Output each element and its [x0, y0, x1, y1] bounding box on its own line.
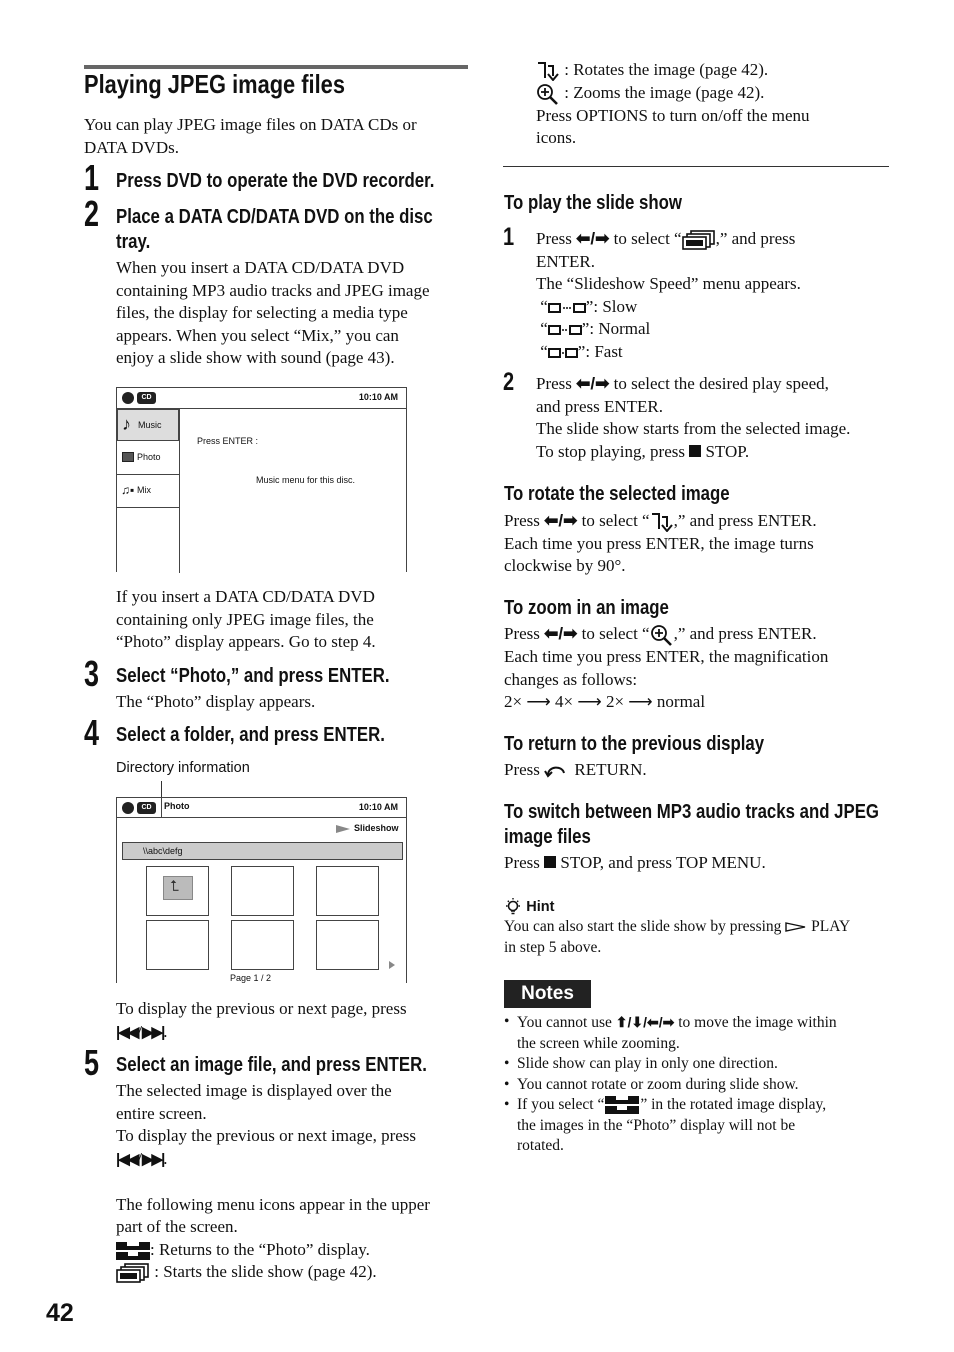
- left-right-arrows-icon: ⬅/➡: [576, 374, 610, 393]
- zoom-icon: [650, 624, 674, 646]
- return-heading: To return to the previous display: [504, 733, 765, 755]
- slideshow-step-1-number: 1: [503, 223, 515, 251]
- speed-slow-icon: [548, 302, 586, 314]
- return-icon: [544, 763, 570, 779]
- step-3-number: 3: [84, 653, 100, 694]
- cd-badge: CD: [137, 802, 156, 814]
- rotate-heading: To rotate the selected image: [504, 483, 730, 505]
- slideshow-label[interactable]: Slideshow: [354, 823, 399, 833]
- step-2-heading: Place a DATA CD/DATA DVD on the disc tray.: [116, 206, 433, 253]
- thumbnail[interactable]: [231, 866, 294, 916]
- list-item: • If you select “ ” in the rotated image display, the images in the “Photo” display will not be rotated.: [504, 1096, 827, 1154]
- left-right-arrows-icon: ⬅/➡: [576, 229, 610, 248]
- step-2-after: If you insert a DATA CD/DATA DVD containing only JPEG image files, the “Photo” display appears. Go to step 4.: [116, 587, 376, 651]
- play-icon: [336, 825, 350, 833]
- photo-grid-icon: [604, 1096, 640, 1114]
- list-item: • You cannot use ⬆/⬇/⬅/➡ to move the image within the screen while zooming.: [504, 1013, 837, 1052]
- step-2-body: When you insert a DATA CD/DATA DVD containing MP3 audio tracks and JPEG image files, the display for selecting a media type appears. When you select “Mix,” you can enjoy a slide show with sound (page 43).: [116, 258, 430, 367]
- direction-arrows-icon: ⬆/⬇/⬅/➡: [615, 1014, 675, 1030]
- menu-item-mix[interactable]: ♫▪ Mix: [121, 483, 151, 497]
- next-icon: ▶▶|: [142, 1150, 164, 1168]
- slideshow-step-2: Press ⬅/➡ to select the desired play speed, and press ENTER. The slide show starts from the selected image. To stop playing, press STOP.: [536, 374, 851, 461]
- step-3-body: The “Photo” display appears.: [116, 692, 316, 711]
- disc-icon: [122, 392, 134, 404]
- switch-heading: To switch between MP3 audio tracks and JPEG image files: [504, 801, 879, 848]
- notes-badge: Notes: [504, 980, 591, 1008]
- zoom-sequence: 2× ⟶ 4× ⟶ 2× ⟶ normal: [504, 692, 706, 712]
- slideshow-icon: [682, 230, 716, 250]
- step-1-number: 1: [84, 157, 100, 198]
- hint-body: You can also start the slide show by pressing PLAY in step 5 above.: [504, 918, 851, 956]
- arrow-right-icon: ⟶: [628, 692, 653, 712]
- previous-icon: |◀◀: [116, 1150, 138, 1168]
- thumbnail[interactable]: [231, 920, 294, 970]
- list-item: • Slide show can play in only one direction.: [504, 1055, 778, 1072]
- thumbnail[interactable]: [316, 866, 379, 916]
- step-2-number: 2: [84, 193, 100, 234]
- music-note-icon: ♪: [122, 414, 131, 434]
- clock: 10:10 AM: [358, 392, 398, 402]
- cd-badge: CD: [137, 392, 156, 404]
- step-5-number: 5: [84, 1042, 100, 1083]
- zoom-heading: To zoom in an image: [504, 597, 669, 619]
- speed-fast-icon: [548, 347, 578, 359]
- prompt-text: Press ENTER :: [197, 436, 259, 446]
- step-5-heading: Select an image file, and press ENTER.: [116, 1054, 427, 1076]
- menu-item-photo[interactable]: Photo: [117, 441, 179, 474]
- rotate-icon: [650, 512, 674, 532]
- thumbnail[interactable]: [316, 920, 379, 970]
- photo-browser-screen: [116, 797, 407, 983]
- directory-callout: Directory information: [116, 760, 250, 776]
- section-divider: [503, 166, 889, 167]
- step-5-body: The selected image is displayed over the entire screen. To display the previous or next image, press |◀◀/▶▶|. The following menu icons appear in the upper part of the screen. : Returns to the “Photo” display. : Starts the slide show (page 42).: [116, 1080, 430, 1284]
- step-4-heading: Select a folder, and press ENTER.: [116, 724, 385, 746]
- step-3-heading: Select “Photo,” and press ENTER.: [116, 665, 390, 687]
- next-page-icon[interactable]: [389, 961, 395, 969]
- page-indicator: Page 1 / 2: [230, 973, 272, 983]
- switch-body: Press STOP, and press TOP MENU.: [504, 853, 766, 872]
- menu-icons-continued: : Rotates the image (page 42). : Zooms the image (page 42). Press OPTIONS to turn on/off the menu icons.: [536, 60, 810, 148]
- arrow-right-icon: ⟶: [577, 692, 602, 712]
- notes-list: [504, 1012, 889, 1157]
- intro-text: You can play JPEG image files on DATA CDs or DATA DVDs.: [84, 115, 417, 157]
- speed-normal-icon: [548, 324, 582, 336]
- screen-title: Photo: [164, 801, 190, 811]
- clock: 10:10 AM: [358, 802, 398, 812]
- slideshow-heading: To play the slide show: [504, 192, 682, 214]
- rotate-icon: [536, 61, 560, 81]
- step-4-after: To display the previous or next page, press |◀◀/▶▶|.: [116, 999, 407, 1041]
- photo-icon: [122, 452, 134, 462]
- left-right-arrows-icon: ⬅/➡: [544, 624, 578, 643]
- previous-icon: |◀◀: [116, 1023, 138, 1041]
- slideshow-step-1: Press ⬅/➡ to select “ ,” and press ENTER. The “Slideshow Speed” menu appears. “ ”: Slow “ ”: Normal “ ”: Fast: [536, 229, 801, 361]
- hint-section: Hint: [504, 895, 554, 918]
- step-4-number: 4: [84, 712, 100, 753]
- return-body: Press RETURN.: [504, 760, 647, 779]
- arrow-right-icon: ⟶: [526, 692, 551, 712]
- play-outline-icon: [785, 921, 807, 933]
- next-icon: ▶▶|: [142, 1023, 164, 1041]
- media-select-screen: [116, 387, 407, 572]
- folder-up-icon: ⮤: [163, 876, 193, 900]
- mix-icon: ♫▪: [121, 483, 135, 497]
- menu-message: Music menu for this disc.: [256, 475, 356, 485]
- zoom-body: Press ⬅/➡ to select “ ,” and press ENTER. Each time you press ENTER, the magnification changes as follows: 2× ⟶ 4× ⟶ 2× ⟶ normal: [504, 623, 828, 714]
- stop-icon: [544, 856, 556, 868]
- step-1-heading: Press DVD to operate the DVD recorder.: [116, 170, 435, 192]
- menu-item-music[interactable]: ♪ Music: [117, 409, 179, 441]
- list-item: • You cannot rotate or zoom during slide show.: [504, 1075, 799, 1093]
- stop-icon: [689, 445, 701, 457]
- rotate-body: Press ⬅/➡ to select “ ,” and press ENTER. Each time you press ENTER, the image turns clockwise by 90°.: [504, 511, 817, 575]
- page-title: Playing JPEG image files: [84, 69, 345, 99]
- disc-icon: [122, 802, 134, 814]
- lightbulb-icon: [504, 897, 522, 917]
- photo-grid-icon: [116, 1242, 150, 1260]
- page-number: 42: [46, 1299, 74, 1327]
- slideshow-icon: [116, 1263, 150, 1283]
- path-bar: \\abc\defg: [122, 842, 403, 860]
- thumbnail[interactable]: [146, 920, 209, 970]
- slideshow-step-2-number: 2: [503, 368, 515, 396]
- left-right-arrows-icon: ⬅/➡: [544, 511, 578, 530]
- thumbnail-folder-up[interactable]: [146, 866, 209, 916]
- zoom-icon: [536, 83, 560, 105]
